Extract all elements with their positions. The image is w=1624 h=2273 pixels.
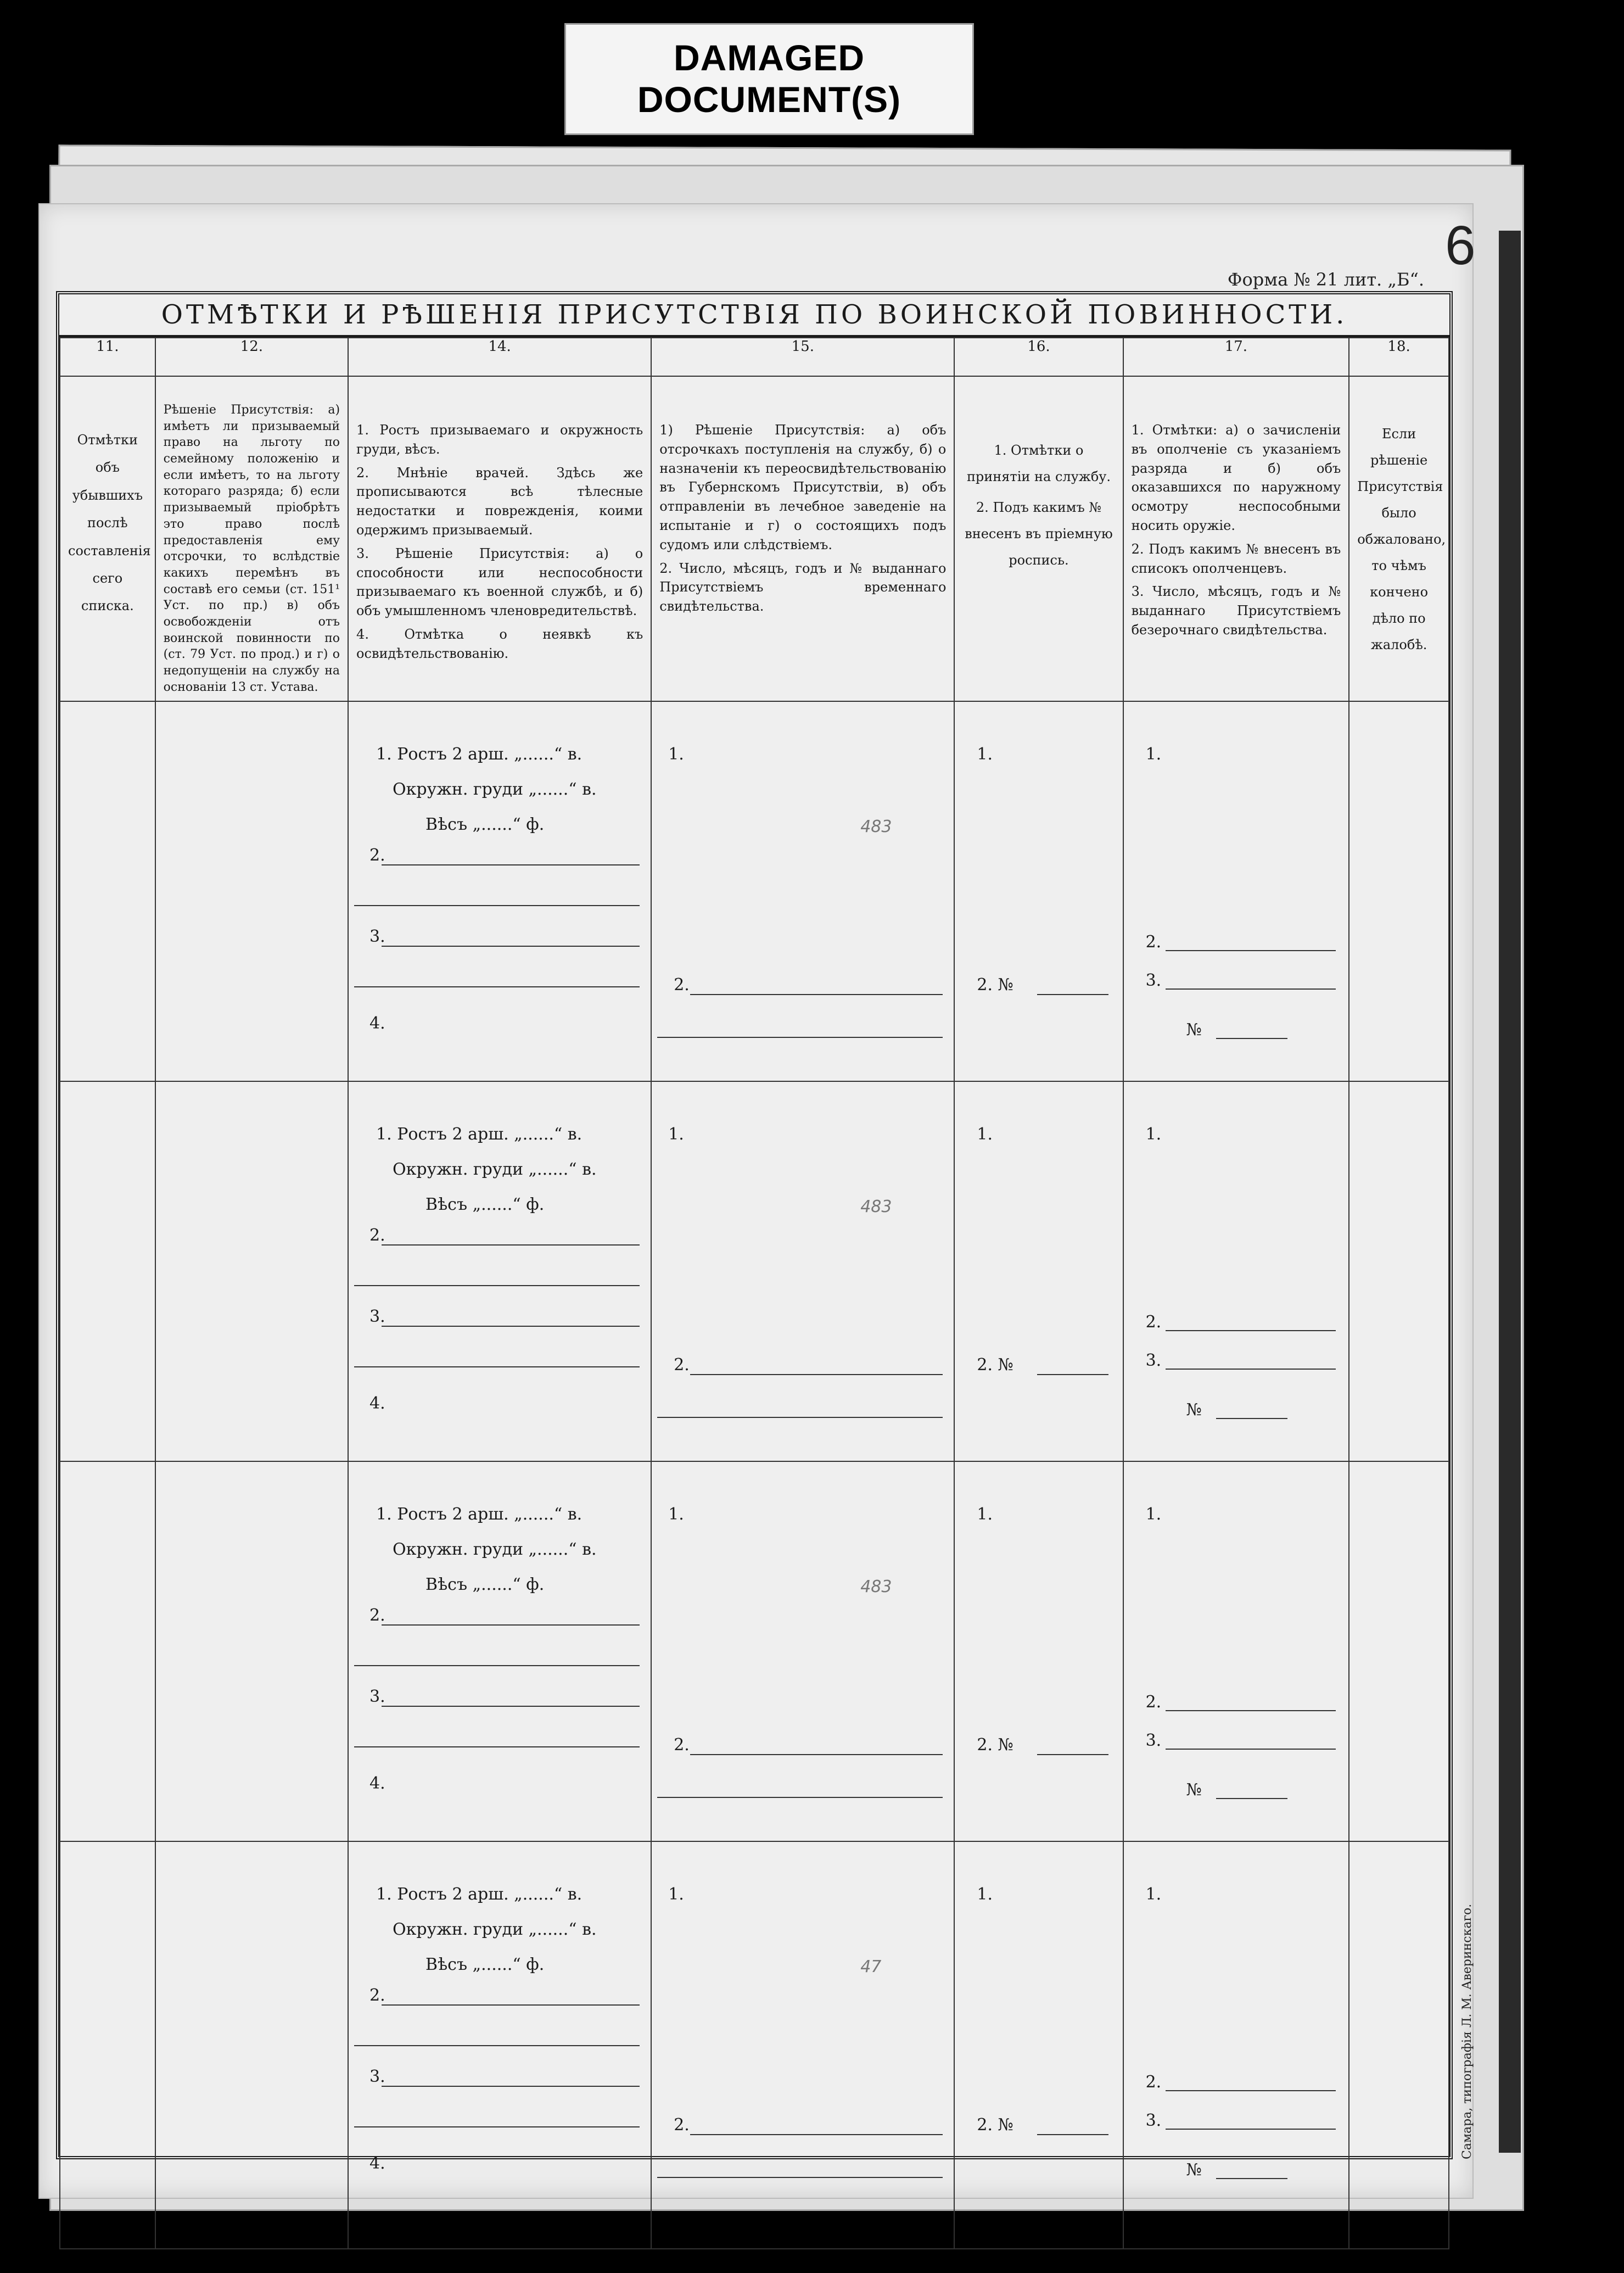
height-field: 1. Ростъ 2 арш. „......“ в. [376,1125,583,1144]
header-c17 [1123,376,1349,701]
column-number: 15. [651,338,954,376]
entry-line [1166,1330,1336,1331]
entry-line [382,946,640,947]
chest-field: Окружн. груди „......“ в. [393,780,597,800]
c15-item-1: 1. [668,745,684,764]
item-3-label: 3. [369,1307,385,1327]
form-title: ОТМѢТКИ И РѢШЕНІЯ ПРИСУТСТВІЯ ПО ВОИНСКОЙ ПОВИННОСТИ. [59,294,1449,337]
c17-item-1: 1. [1145,1505,1162,1524]
c17-number: № [1186,1780,1202,1800]
header-c12-text: Рѣшеніе Присутствія: а) имѣетъ ли призываемый право на льготу по семейному положенію и если имѣетъ, то на льготу котораго разряда; б) если призываемый пріобрѣтъ это право послѣ предоставленія ему отсрочки, то вслѣдствіе какихъ перемѣнъ въ составѣ его семьи (ст. 151¹ Уст. по пр.) в) объ освобожденіи отъ воинской повинности по (ст. 79 Уст. по прод.) и г) о недопущеніи на службу на основаніи 13 ст. Устава. [163,403,340,694]
c17-item-1: 1. [1145,1125,1162,1144]
header-c14-item: 3. Рѣшеніе Присутствія: а) о способности или неспособности призываемаго къ военной службѣ, и б) объ умышленномъ членовредительствѣ. [356,545,643,619]
entry-line [382,1244,640,1246]
c16-item-2: 2. № [977,2115,1013,2135]
c17-item-1: 1. [1145,1885,1162,1905]
entry-line [354,905,640,906]
pencil-note: 483 [860,1197,892,1217]
entry-line [1166,2090,1336,2091]
entry-line [354,1366,640,1367]
entry-line [382,1706,640,1707]
column-number: 14. [348,338,651,376]
page-number: 6 [1445,215,1476,276]
pencil-note: 483 [860,1577,892,1597]
column-number: 12. [155,338,348,376]
cell-c18 [1349,1461,1449,1841]
c15-item-2: 2. [674,975,690,995]
height-field: 1. Ростъ 2 арш. „......“ в. [376,1885,583,1905]
c15-item-1: 1. [668,1125,684,1144]
entry-line [690,1754,943,1755]
cell-c15 [651,1461,954,1841]
entry-line [1166,950,1336,951]
item-4-label: 4. [369,1014,385,1034]
c17-item-3: 3. [1145,971,1162,991]
cell-c16 [954,1081,1123,1461]
header-c18 [1349,376,1449,701]
cell-c12 [155,1461,348,1841]
header-c14-item: 1. Ростъ призываемаго и окружность груди, вѣсъ. [356,422,643,457]
c17-item-2: 2. [1145,1693,1162,1712]
entry-line [657,1797,943,1798]
entry-line [1166,1749,1336,1750]
chest-field: Окружн. груди „......“ в. [393,1160,597,1180]
pencil-note: 47 [860,1957,882,1977]
column-number-row [60,338,1449,376]
chest-field: Окружн. груди „......“ в. [393,1920,597,1940]
entry-line [1216,1038,1287,1039]
entry-line [354,986,640,987]
header-c16-text [955,377,1122,583]
entry-line [657,1417,943,1418]
cell-c11 [60,701,155,1081]
weight-field: Вѣсъ „......“ ф. [425,1955,545,1975]
item-4-label: 4. [369,1774,385,1794]
form-number: Форма № 21 лит. „Б“. [1227,269,1424,290]
header-c15-item: 1) Рѣшеніе Присутствія: а) объ отсрочкахъ поступленія на службу, б) о назначеніи къ переосвидѣтельствованію въ Губернскомъ Присутствіи, в) объ отправленіи въ лечебное заведеніе на испытаніе и г) о состоящихъ подъ судомъ или слѣдствіемъ. [659,422,947,552]
header-c16-item: 2. Подъ какимъ № внесенъ въ пріемную роспись. [965,500,1113,568]
c17-number: № [1186,1020,1202,1040]
header-c15-item: 2. Число, мѣсяцъ, годъ и № выданнаго Присутствіемъ временнаго свидѣтельства. [659,560,947,615]
entry-line [382,1326,640,1327]
cell-c14 [348,1461,651,1841]
c17-item-2: 2. [1145,2073,1162,2092]
c17-item-3: 3. [1145,1351,1162,1371]
entry-line [1037,1374,1108,1375]
cell-c14 [348,1081,651,1461]
cell-c12 [155,1841,348,2249]
entry-line [657,2177,943,2178]
header-c15 [651,376,954,701]
entry-line [354,2045,640,2046]
damaged-label-line2: DOCUMENT(S) [637,79,901,120]
entry-line [382,2086,640,2087]
cell-c17 [1123,1461,1349,1841]
table-row [60,1841,1449,2249]
cell-c11 [60,1841,155,2249]
cell-c17 [1123,1841,1349,2249]
height-field: 1. Ростъ 2 арш. „......“ в. [376,1505,583,1524]
cell-c18 [1349,701,1449,1081]
entry-line [354,1746,640,1747]
header-c16 [954,376,1123,701]
item-3-label: 3. [369,1687,385,1707]
header-c17-text [1124,377,1349,650]
c16-item-1: 1. [977,1125,993,1144]
column-number: 17. [1123,338,1349,376]
cell-c12 [155,1081,348,1461]
entry-line [382,2004,640,2006]
c16-item-1: 1. [977,745,993,764]
item-2-label: 2. [369,1606,385,1626]
column-header-row [60,376,1449,701]
entry-line [1037,994,1108,995]
weight-field: Вѣсъ „......“ ф. [425,815,545,835]
header-c12 [155,376,348,701]
entry-line [354,1665,640,1666]
column-number: 18. [1349,338,1449,376]
cell-c15 [651,701,954,1081]
weight-field: Вѣсъ „......“ ф. [425,1575,545,1595]
c16-item-1: 1. [977,1885,993,1905]
c15-item-2: 2. [674,2115,690,2135]
c15-item-2: 2. [674,1735,690,1755]
cell-c16 [954,701,1123,1081]
cell-c15 [651,1081,954,1461]
cell-c16 [954,1461,1123,1841]
entry-line [1166,1710,1336,1711]
entry-line [1166,1369,1336,1370]
cell-c17 [1123,1081,1349,1461]
c17-item-2: 2. [1145,932,1162,952]
entry-line [657,1037,943,1038]
ledger-page [38,203,1474,2199]
cell-c14 [348,1841,651,2249]
records-table [59,337,1449,2249]
pencil-note: 483 [860,817,892,837]
cell-c17 [1123,701,1349,1081]
header-c11-text: Отмѣтки объ убывшихъ послѣ составленія сего списка. [68,432,151,614]
header-c11 [60,376,155,701]
cell-c18 [1349,1841,1449,2249]
header-c17-item: 1. Отмѣтки: а) о зачисленіи въ ополченіе съ указаніемъ разряда и б) объ оказавшихся по наружному осмотру неспособными носить оружіе. [1131,422,1341,533]
cell-c18 [1349,1081,1449,1461]
damaged-label-line1: DAMAGED [674,37,865,79]
c17-item-3: 3. [1145,2111,1162,2131]
item-2-label: 2. [369,846,385,865]
column-number: 11. [60,338,155,376]
entry-line [1166,2129,1336,2130]
cell-c12 [155,701,348,1081]
item-3-label: 3. [369,927,385,947]
header-c17-item: 2. Подъ какимъ № внесенъ въ списокъ ополченцевъ. [1131,541,1341,576]
c17-number: № [1186,2160,1202,2180]
page-edge-shadow [1499,231,1521,2153]
printer-imprint: Самара, типографія Л. М. Аверинскаго. [1460,1903,1474,2159]
item-2-label: 2. [369,1986,385,2006]
header-c16-item: 1. Отмѣтки о принятіи на службу. [966,443,1111,484]
damaged-document-label [564,23,974,135]
c16-item-2: 2. № [977,1735,1013,1755]
c16-item-2: 2. № [977,975,1013,995]
header-c18-text: Если рѣшеніе Присутствія было обжаловано, то чѣмъ кончено дѣло по жалобѣ. [1357,426,1446,652]
cell-c11 [60,1081,155,1461]
chest-field: Окружн. груди „......“ в. [393,1540,597,1560]
entry-line [690,1374,943,1375]
c15-item-1: 1. [668,1505,684,1524]
header-c14-text [349,377,651,673]
header-c15-text [652,377,954,626]
c16-item-1: 1. [977,1505,993,1524]
item-4-label: 4. [369,1394,385,1414]
entry-line [1216,2178,1287,2179]
header-c14-item: 2. Мнѣніе врачей. Здѣсь же прописываются всѣ тѣлесные недостатки и поврежденія, коими одержимъ призываемый. [356,465,643,538]
cell-c11 [60,1461,155,1841]
c15-item-1: 1. [668,1885,684,1905]
cell-c14 [348,701,651,1081]
entry-line [690,2134,943,2135]
records-body [60,701,1449,2249]
height-field: 1. Ростъ 2 арш. „......“ в. [376,745,583,764]
entry-line [382,1624,640,1626]
item-3-label: 3. [369,2067,385,2087]
c17-item-3: 3. [1145,1731,1162,1751]
c15-item-2: 2. [674,1355,690,1375]
entry-line [354,1285,640,1286]
entry-line [354,2126,640,2127]
header-c14-item: 4. Отмѣтка о неявкѣ къ освидѣтельствованію. [356,626,643,661]
c16-item-2: 2. № [977,1355,1013,1375]
entry-line [1216,1418,1287,1419]
item-4-label: 4. [369,2154,385,2174]
column-number: 16. [954,338,1123,376]
c17-item-2: 2. [1145,1313,1162,1332]
entry-line [690,994,943,995]
form-frame [56,291,1453,2180]
entry-line [382,864,640,865]
cell-c15 [651,1841,954,2249]
header-c17-item: 3. Число, мѣсяцъ, годъ и № выданнаго Присутствіемъ безерочнаго свидѣтельства. [1131,584,1341,638]
header-c14 [348,376,651,701]
item-2-label: 2. [369,1226,385,1246]
entry-line [1037,2134,1108,2135]
cell-c16 [954,1841,1123,2249]
c17-item-1: 1. [1145,745,1162,764]
c17-number: № [1186,1400,1202,1420]
entry-line [1037,1754,1108,1755]
weight-field: Вѣсъ „......“ ф. [425,1195,545,1215]
table-row [60,701,1449,1081]
table-row [60,1461,1449,1841]
entry-line [1166,988,1336,990]
entry-line [1216,1798,1287,1799]
table-row [60,1081,1449,1461]
